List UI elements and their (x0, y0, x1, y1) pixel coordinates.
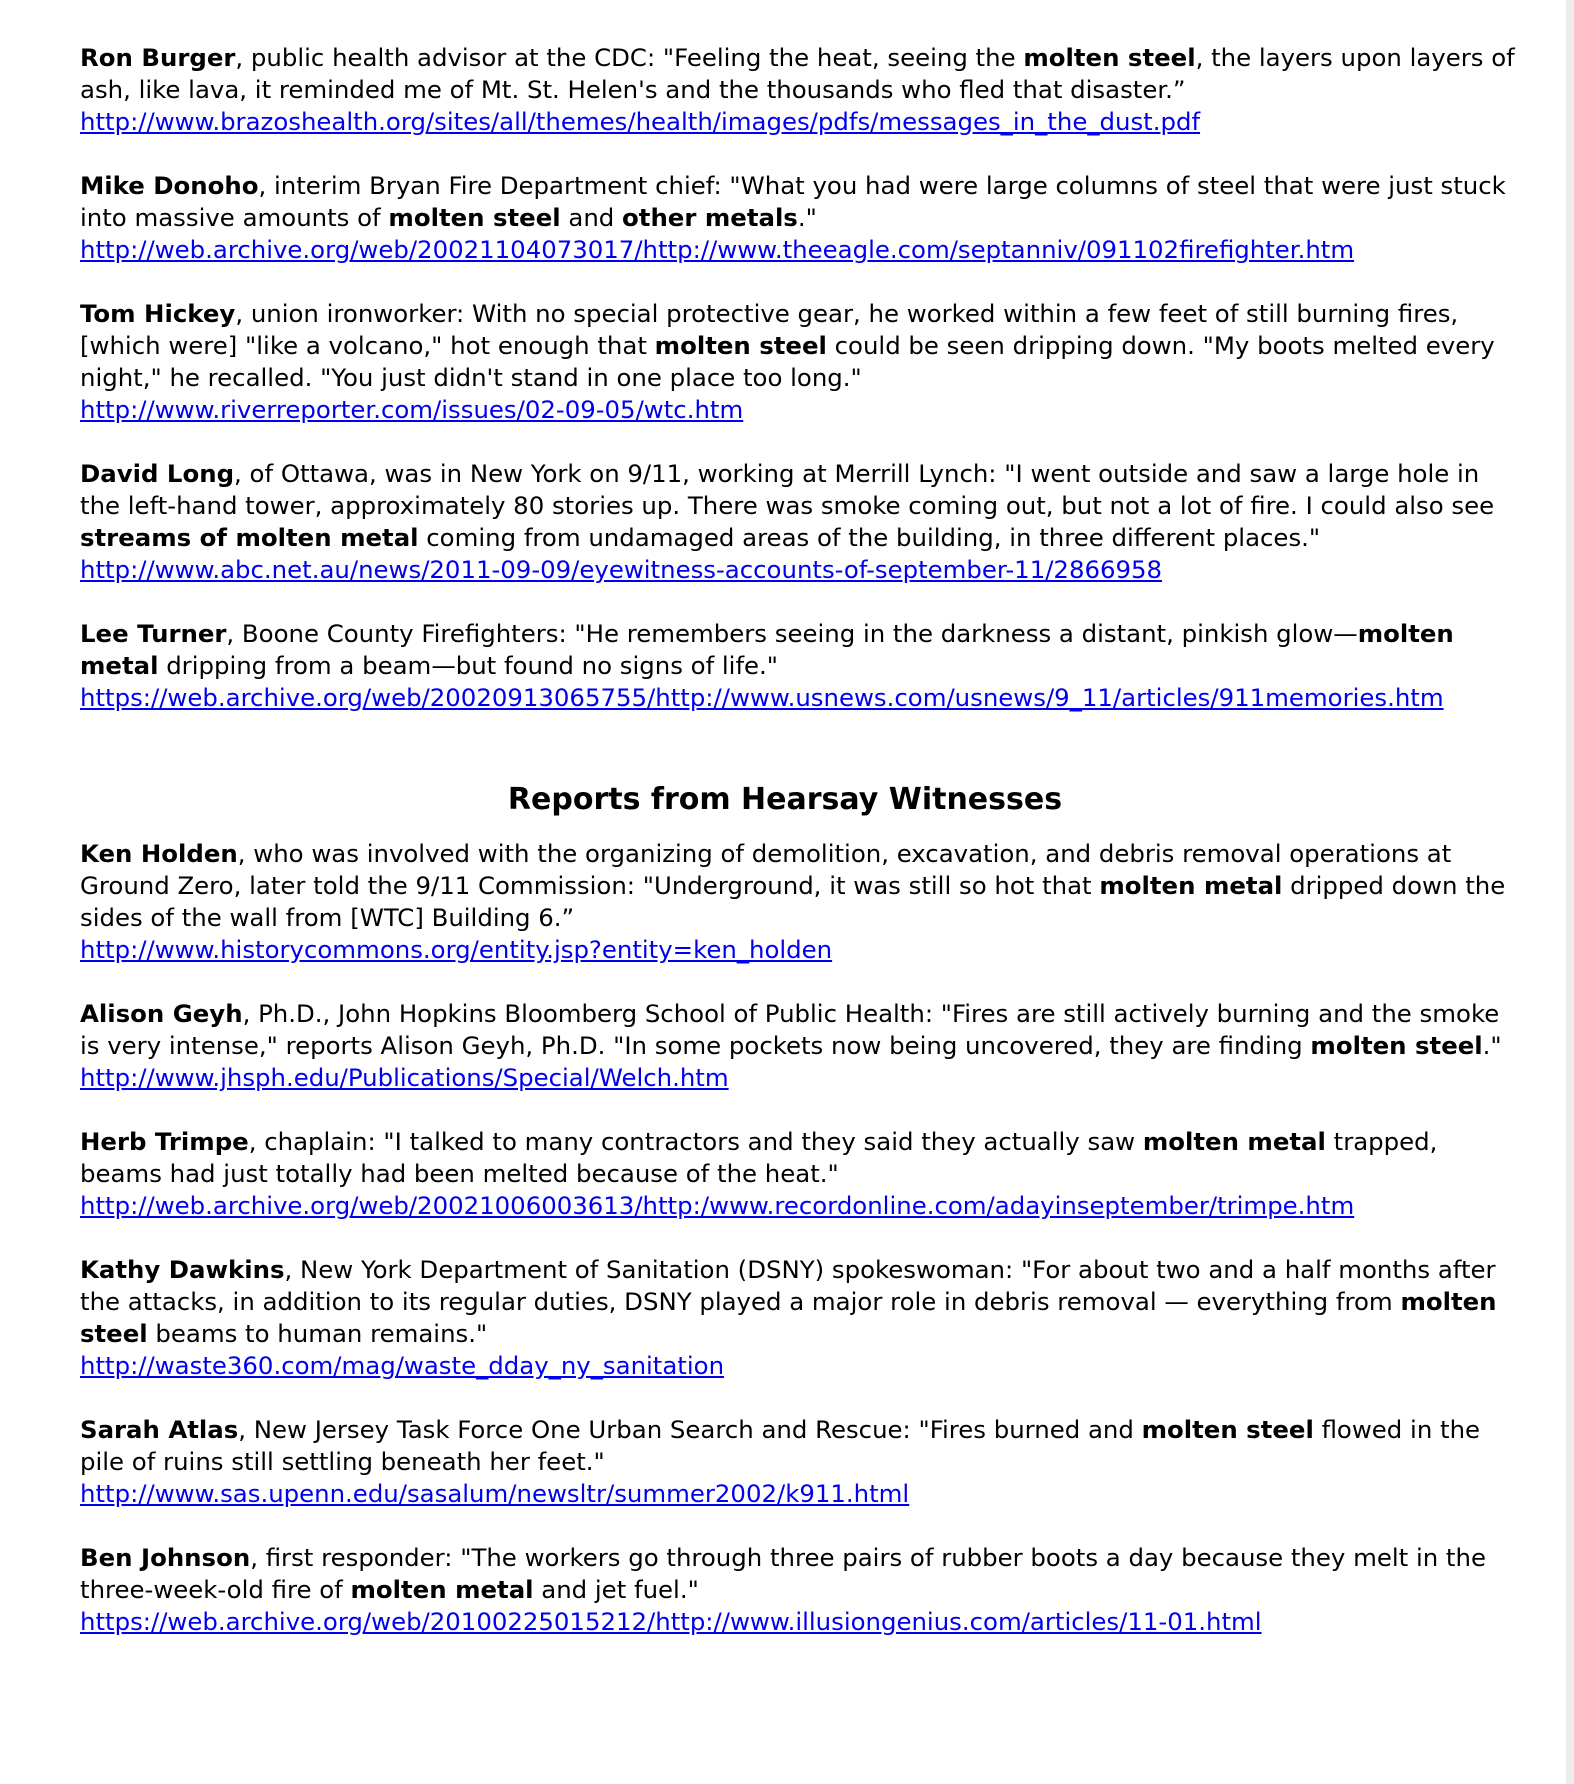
quote-text: and jet fuel." (533, 1575, 699, 1604)
witness-name: Tom Hickey (80, 299, 236, 328)
quote-text: dripped down the sides of the wall from [WTC] Building 6.” (80, 871, 1506, 932)
quote-text: , New Jersey Task Force One Urban Search and Rescue: "Fires burned and (238, 1415, 1142, 1444)
emphasis-text: molten metal (80, 619, 1454, 680)
emphasis-text: molten steel (80, 1287, 1497, 1348)
quote-text: could be seen dripping down. "My boots melted every night," he recalled. "You just didn't stand in one place too long." (80, 331, 1495, 392)
witness-entry (80, 838, 1520, 966)
witness-name: Lee Turner (80, 619, 227, 648)
quote-text: ." (797, 203, 817, 232)
quote-text: , New York Department of Sanitation (DSNY) spokeswoman: "For about two and a half months after the attacks, in addition to its regular duties, DSNY played a major role in debris removal — everything from (80, 1255, 1496, 1316)
witness-entry (80, 1126, 1520, 1222)
witness-entry (80, 170, 1520, 266)
source-link[interactable]: http://www.riverreporter.com/issues/02-09-05/wtc.htm (80, 395, 744, 424)
section-heading: Reports from Hearsay Witnesses (507, 782, 1063, 817)
source-link[interactable]: https://web.archive.org/web/20100225015212/http://www.illusiongenius.com/articles/11-01.html (80, 1607, 1262, 1636)
emphasis-text: molten steel (1310, 1031, 1483, 1060)
quote-text: , chaplain: "I talked to many contractors and they said they actually saw (248, 1127, 1143, 1156)
quote-text: coming from undamaged areas of the building, in three different places." (418, 523, 1321, 552)
witness-entry (80, 618, 1520, 714)
quote-text: , interim Bryan Fire Department chief: "What you had were large columns of steel that were just stuck into massive amounts of (80, 171, 1506, 232)
witness-name: Kathy Dawkins (80, 1255, 285, 1284)
source-link[interactable]: http://web.archive.org/web/20021006003613/http:/www.recordonline.com/adayinseptember/trimpe.htm (80, 1191, 1355, 1220)
quote-text: ." (1482, 1031, 1502, 1060)
witness-entry (80, 998, 1520, 1094)
eyewitness-section (80, 42, 1566, 714)
emphasis-text: other metals (622, 203, 798, 232)
witness-entry (80, 458, 1520, 586)
source-link[interactable]: http://waste360.com/mag/waste_dday_ny_sanitation (80, 1351, 725, 1380)
witness-entry (80, 1254, 1520, 1382)
witness-name: Ken Holden (80, 839, 238, 868)
source-link[interactable]: http://web.archive.org/web/20021104073017/http://www.theeagle.com/septanniv/091102firefighter.htm (80, 235, 1355, 264)
witness-name: David Long (80, 459, 235, 488)
witness-name: Mike Donoho (80, 171, 259, 200)
quote-text: beams to human remains." (147, 1319, 488, 1348)
quote-text: , Boone County Firefighters: "He remembers seeing in the darkness a distant, pinkish glow— (226, 619, 1358, 648)
source-link[interactable]: http://www.historycommons.org/entity.jsp?entity=ken_holden (80, 935, 833, 964)
quote-text: , first responder: "The workers go through three pairs of rubber boots a day because they melt in the three-week-old fire of (80, 1543, 1486, 1604)
emphasis-text: molten steel (654, 331, 827, 360)
quote-text: flowed in the pile of ruins still settling beneath her feet." (80, 1415, 1481, 1476)
witness-entry (80, 1414, 1520, 1510)
quote-text: , public health advisor at the CDC: "Feeling the heat, seeing the (235, 43, 1024, 72)
quote-text: , who was involved with the organizing of demolition, excavation, and debris removal operations at Ground Zero, later told the 9/11 Commission: "Underground, it was still so hot that (80, 839, 1452, 900)
source-link[interactable]: http://www.sas.upenn.edu/sasalum/newsltr/summer2002/k911.html (80, 1479, 910, 1508)
quote-text: , union ironworker: With no special protective gear, he worked within a few feet of still burning fires, [which were] "like a volcano," hot enough that (80, 299, 1459, 360)
source-link[interactable]: http://www.jhsph.edu/Publications/Special/Welch.htm (80, 1063, 729, 1092)
quote-text: dripping from a beam—but found no signs of life." (158, 651, 779, 680)
witness-name: Ben Johnson (80, 1543, 251, 1572)
emphasis-text: streams of molten metal (80, 523, 419, 552)
emphasis-text: molten steel (1141, 1415, 1314, 1444)
witness-name: Ron Burger (80, 43, 236, 72)
quote-text: and (560, 203, 623, 232)
quote-text: trapped, beams had just totally had been melted because of the heat." (80, 1127, 1438, 1188)
witness-name: Herb Trimpe (80, 1127, 249, 1156)
quote-text: , Ph.D., John Hopkins Bloomberg School of Public Health: "Fires are still actively burning and the smoke is very intense," reports Alison Geyh, Ph.D. "In some pockets now being uncovered, they are finding (80, 999, 1500, 1060)
emphasis-text: molten steel (1023, 43, 1196, 72)
quote-text: , the layers upon layers of ash, like lava, it reminded me of Mt. St. Helen's and the thousands who fled that disaster.” (80, 43, 1515, 104)
emphasis-text: molten metal (1142, 1127, 1326, 1156)
source-link[interactable]: http://www.brazoshealth.org/sites/all/themes/health/images/pdfs/messages_in_the_dust.pdf (80, 107, 1201, 136)
witness-name: Sarah Atlas (80, 1415, 239, 1444)
witness-entry (80, 42, 1520, 138)
source-link[interactable]: http://www.abc.net.au/news/2011-09-09/eyewitness-accounts-of-september-11/2866958 (80, 555, 1163, 584)
witness-entry (80, 1542, 1520, 1638)
quote-text: , of Ottawa, was in New York on 9/11, working at Merrill Lynch: "I went outside and saw a large hole in the left-hand tower, approximately 80 stories up. There was smoke coming out, but not a lot of fire. I could also see (80, 459, 1495, 520)
emphasis-text: molten metal (350, 1575, 534, 1604)
hearsay-witness-section (80, 838, 1566, 1638)
witness-entry (80, 298, 1520, 426)
witness-name: Alison Geyh (80, 999, 243, 1028)
emphasis-text: molten metal (1099, 871, 1283, 900)
source-link[interactable]: https://web.archive.org/web/20020913065755/http://www.usnews.com/usnews/9_11/articles/911memories.htm (80, 683, 1444, 712)
emphasis-text: molten steel (388, 203, 561, 232)
